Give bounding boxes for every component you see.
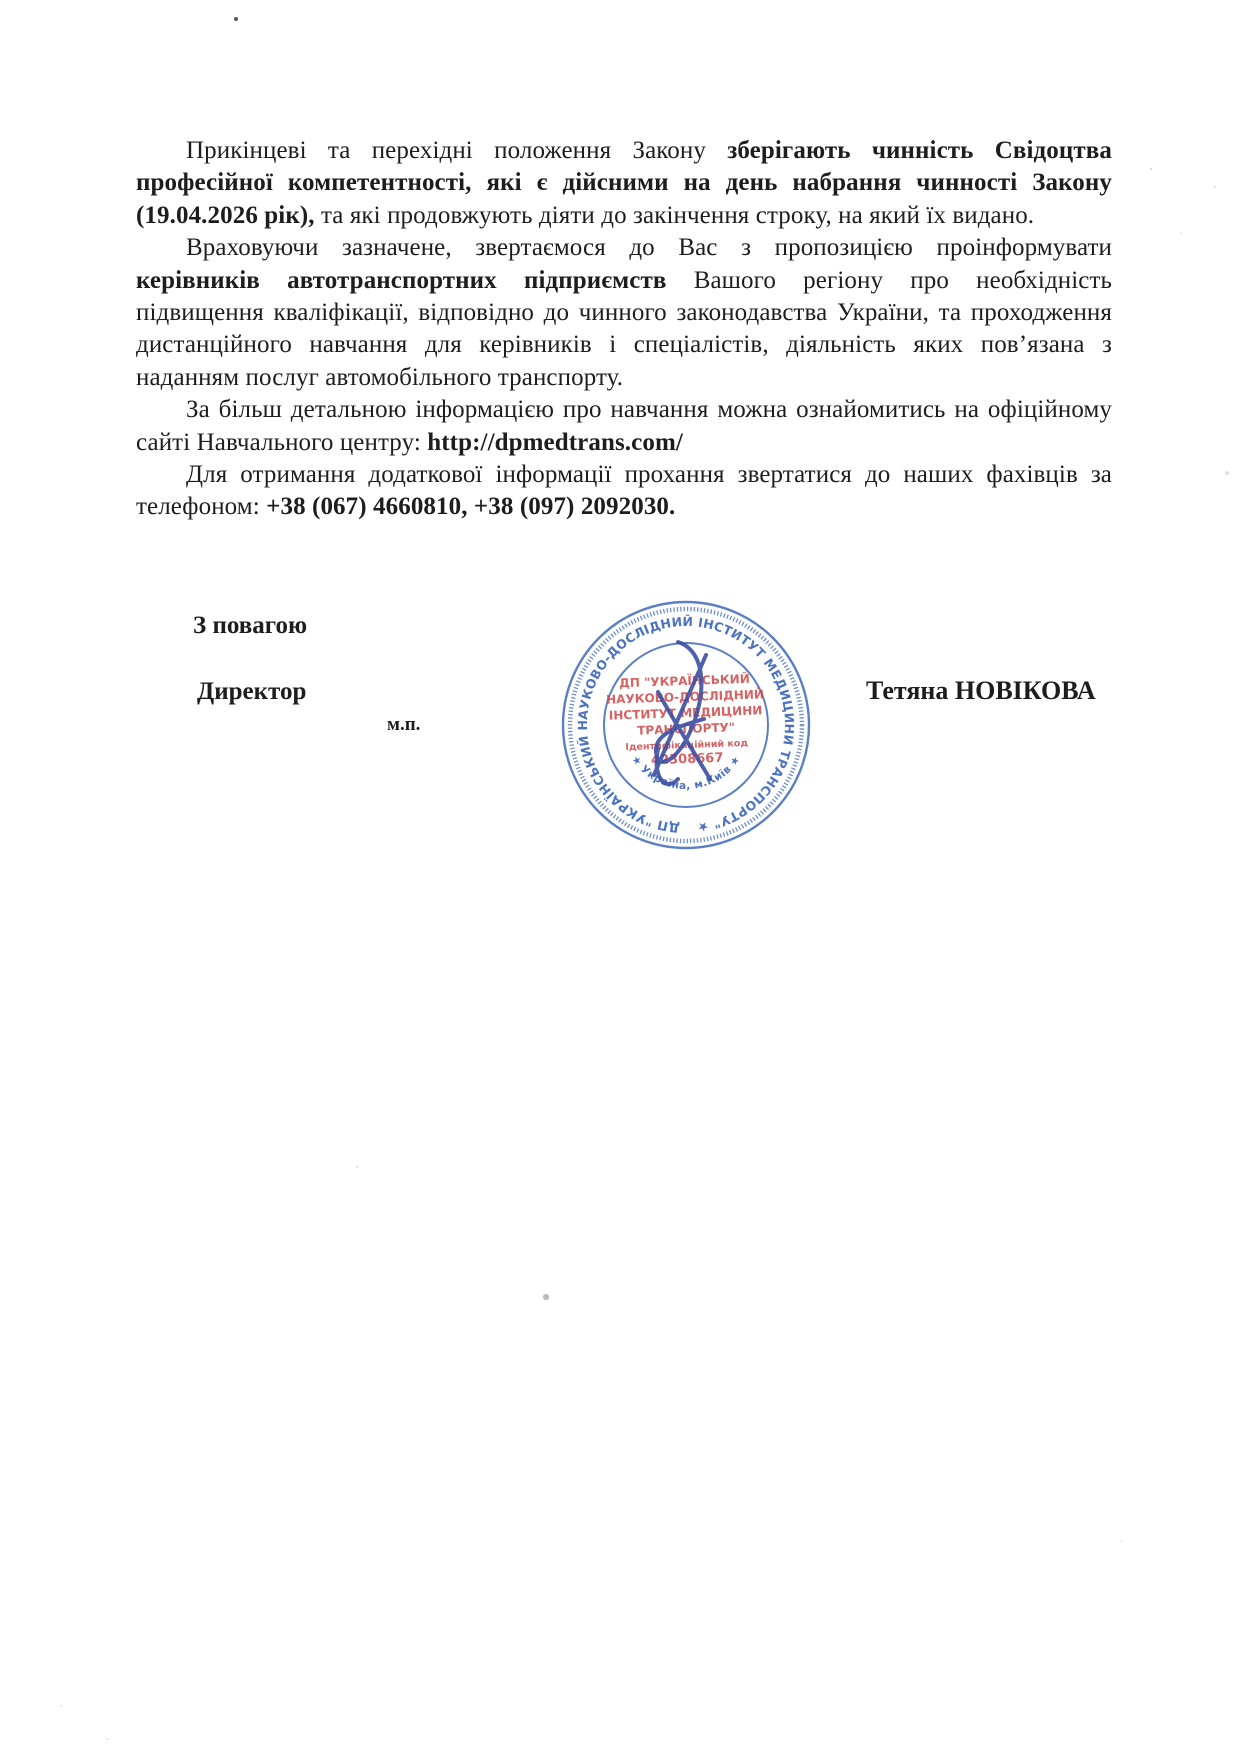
official-stamp — [558, 597, 814, 853]
paragraph-proposal — [136, 232, 1112, 394]
stamp-svg — [558, 597, 814, 853]
text-run: Вашого регіону про необхідність підвищення кваліфікації, відповідно до чинного законодавства України, та проходження дистанційного навчання для керівників і спеціалістів, діяльність яких пов’язана з наданням послуг автомобільного транспорту. — [136, 266, 1113, 391]
closing-salutation: З повагою — [193, 612, 308, 639]
paragraph-website — [136, 394, 1112, 459]
stamp-ring-text: ДП "УКРАЇНСЬКИЙ НАУКОВО-ДОСЛІДНИЙ ІНСТИТУТ МЕДИЦИНИ ТРАНСПОРТУ" ★ — [574, 613, 798, 836]
stamp-center-line: 42308667 — [650, 750, 724, 769]
stamp-center-line: Ідентифікаційний код — [625, 737, 749, 754]
stamp-center-line: НАУКОВО-ДОСЛІДНИЙ — [605, 687, 765, 707]
text-run-bold: зберігають чинність Свідоцтва професійної компетентності, які є дійсними на день набрання чинності Закону (19.04.2026 рік), — [136, 137, 1112, 229]
text-run: та які продовжують діяти до закінчення строку, на який їх видано. — [314, 201, 1035, 229]
text-run: Враховуючи зазначене, звертаємося до Вас з пропозицією проінформувати — [186, 234, 1112, 262]
stamp-center-line: ТРАНСПОРТУ" — [636, 720, 736, 738]
paragraph-contacts — [136, 459, 1112, 524]
scan-noise — [0, 0, 2, 2]
text-run: За більш детальною інформацією про навчання можна ознайомитись на офіційному сайті Навчального центру: — [136, 396, 1112, 456]
signature-name: Тетяна НОВІКОВА — [866, 676, 1096, 705]
text-run: Для отримання додаткової інформації прохання звертатися до наших фахівців за телефоном: — [136, 461, 1112, 521]
website-url: http://dpmedtrans.com/ — [427, 428, 683, 456]
letter-body — [136, 135, 1112, 524]
paragraph-law-provisions — [136, 135, 1112, 232]
text-run-bold: керівників автотранспортних підприємств — [136, 266, 667, 294]
stamp-city-text: ★ Україна, м.Київ ★ — [628, 753, 744, 793]
stamp-center-text — [605, 670, 766, 769]
stamp-center-line: ДП "УКРАЇНСЬКИЙ — [618, 671, 751, 691]
stamp-center-line: ІНСТИТУТ МЕДИЦИНИ — [608, 703, 763, 723]
phone-numbers: +38 (067) 4660810, +38 (097) 2092030. — [266, 493, 676, 521]
signature-title: Директор — [197, 678, 307, 705]
text-run: Прикінцеві та перехідні положення Закону — [186, 137, 728, 164]
seal-placeholder: м.п. — [387, 714, 421, 735]
